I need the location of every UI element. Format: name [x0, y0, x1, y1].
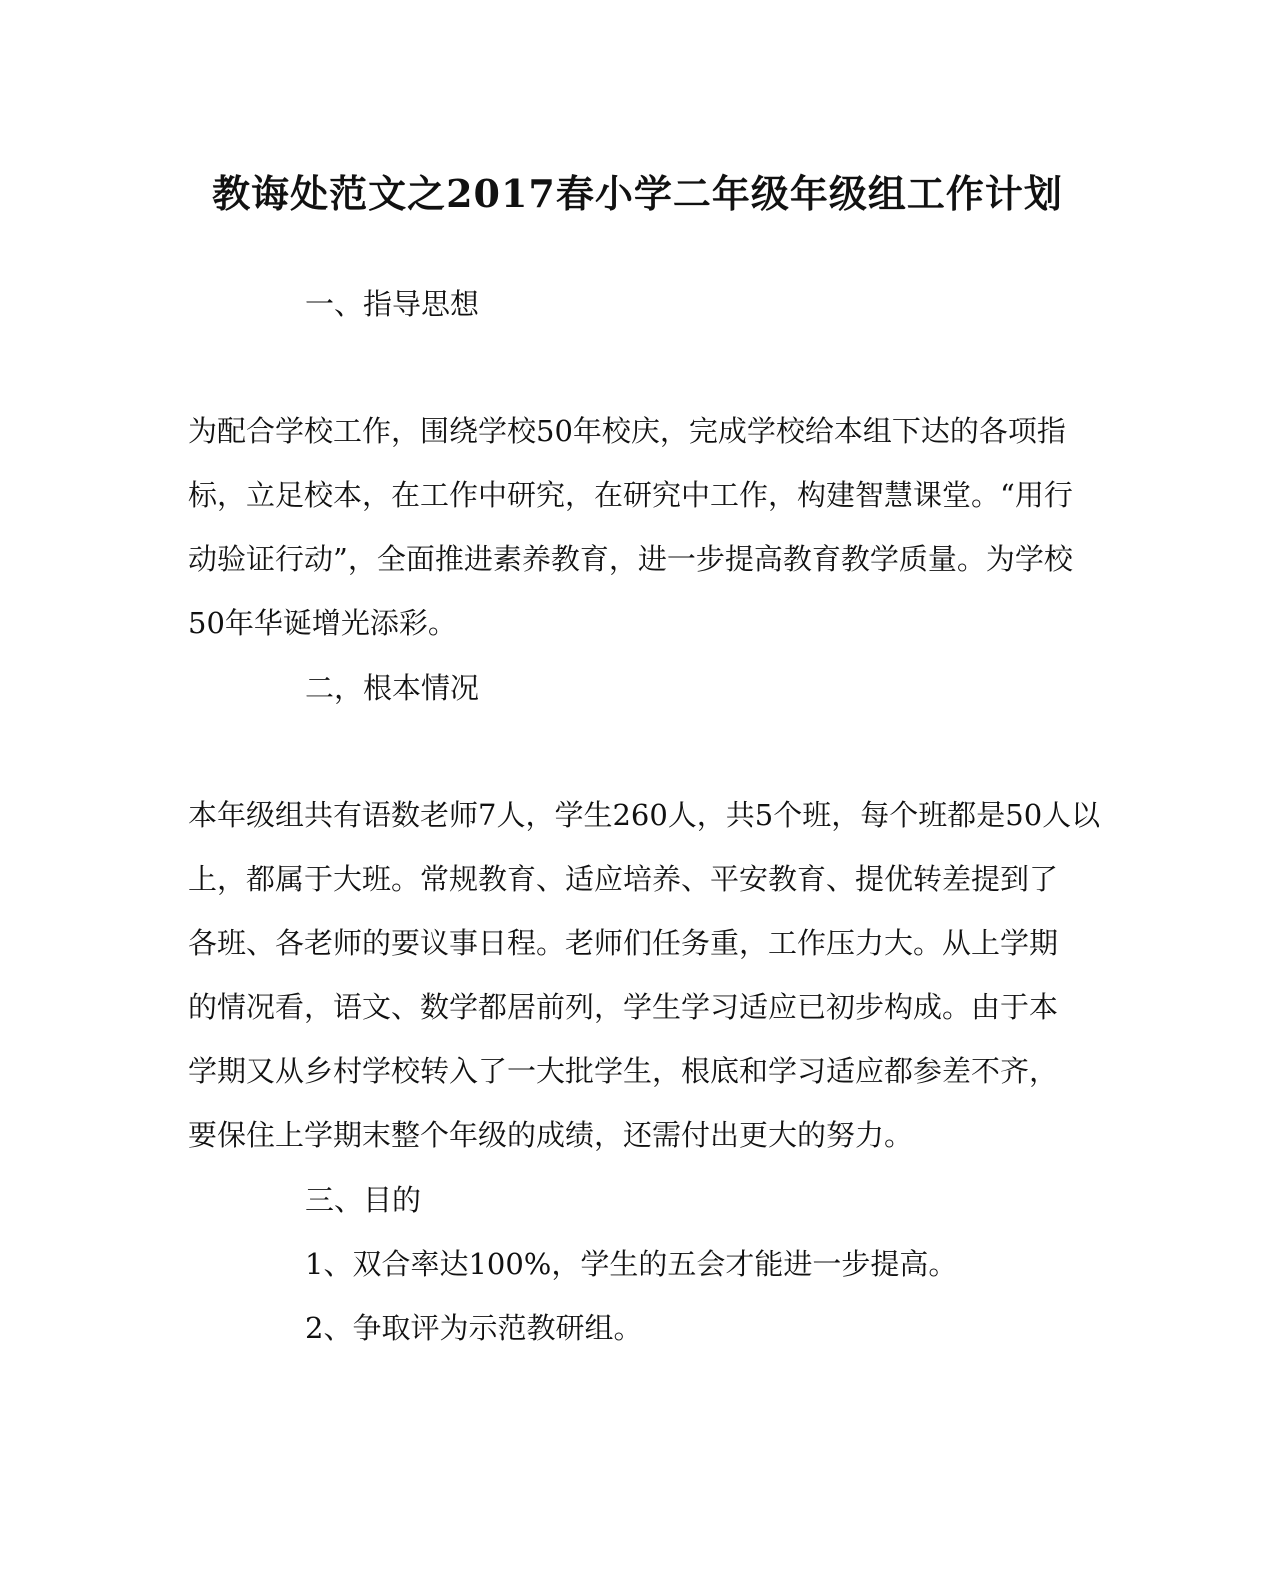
section-heading-objectives: 三、目的 — [305, 1183, 422, 1217]
objective-item: 2、争取评为示范教研组。 — [305, 1311, 643, 1345]
paragraph-line: 学期又从乡村学校转入了一大批学生，根底和学习适应都参差不齐， — [188, 1054, 1059, 1088]
section-heading-basic-situation: 二，根本情况 — [305, 671, 480, 705]
paragraph-line: 各班、各老师的要议事日程。老师们任务重，工作压力大。从上学期 — [188, 926, 1059, 960]
paragraph-line: 标，立足校本，在工作中研究，在研究中工作，构建智慧课堂。“用行 — [188, 478, 1073, 512]
paragraph-basic-situation — [188, 783, 1101, 1167]
paragraph-line: 50年华诞增光添彩。 — [188, 606, 457, 640]
paragraph-guiding-thought — [188, 399, 1088, 655]
objective-item: 1、双合率达100%，学生的五会才能进一步提高。 — [305, 1247, 958, 1281]
paragraph-line: 为配合学校工作，围绕学校50年校庆，完成学校给本组下达的各项指 — [188, 414, 1066, 448]
paragraph-line: 的情况看，语文、数学都居前列，学生学习适应已初步构成。由于本 — [188, 990, 1059, 1024]
paragraph-line: 本年级组共有语数老师7人，学生260人，共5个班，每个班都是50人以 — [188, 798, 1101, 832]
document-title: 教诲处范文之2017春小学二年级年级组工作计划 — [212, 171, 1063, 216]
paragraph-line: 要保住上学期末整个年级的成绩，还需付出更大的努力。 — [188, 1118, 914, 1152]
paragraph-line: 上，都属于大班。常规教育、适应培养、平安教育、提优转差提到了 — [188, 862, 1059, 896]
section-heading-guiding-thought: 一、指导思想 — [305, 287, 480, 321]
paragraph-line: 动验证行动”，全面推进素养教育，进一步提高教育教学质量。为学校 — [188, 542, 1073, 576]
